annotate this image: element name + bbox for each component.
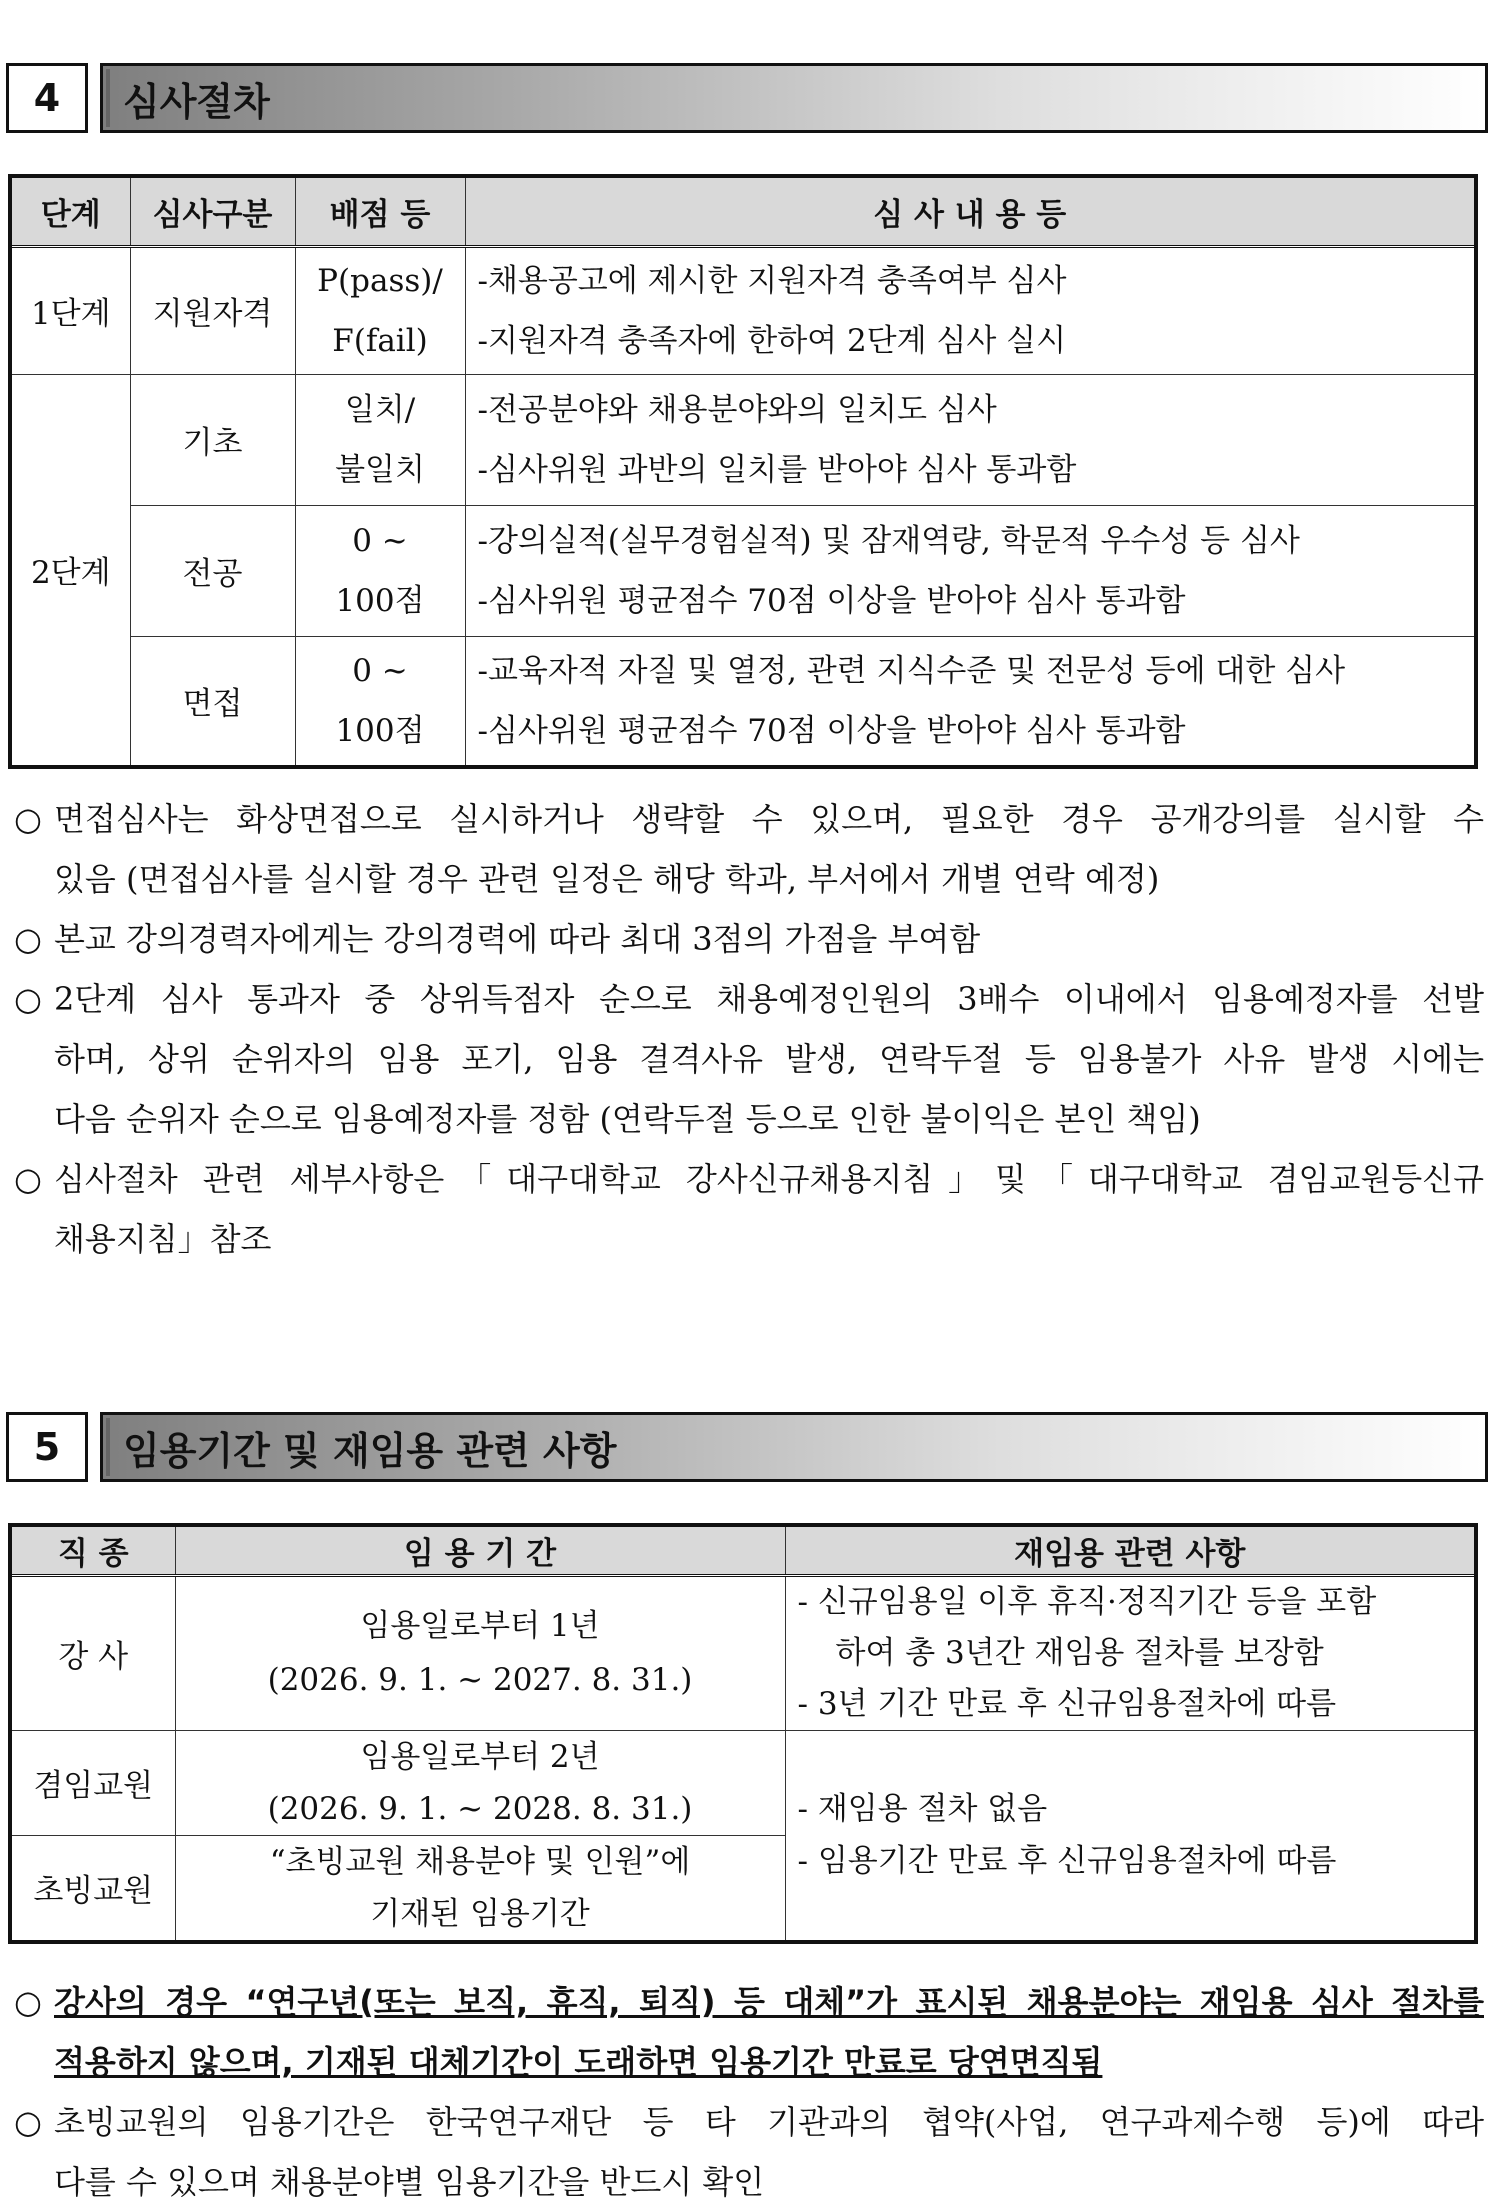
job-type-cell: 겸임교원 [10, 1730, 175, 1835]
table-row [10, 505, 1476, 636]
content-line: -지원자격 충족자에 한하여 2단계 심사 실시 [477, 322, 1067, 359]
section-4-header [6, 63, 1488, 137]
content-line: -채용공고에 제시한 지원자격 충족여부 심사 [477, 262, 1067, 299]
note-line: 있음 (면접심사를 실시할 경우 관련 일정은 해당 학과, 부서에서 개별 연락 예정) [54, 860, 1160, 898]
note-line: 심사절차 관련 세부사항은「대구대학교 강사신규채용지침」및「대구대학교 겸임교원등신규 [54, 1160, 1484, 1198]
period-line: (2026. 9. 1. ~ 2028. 8. 31.) [267, 1790, 693, 1827]
bullet-icon: ○ [14, 980, 42, 1018]
note-line: 초빙교원의 임용기간은 한국연구재단 등 타 기관과의 협약(사업, 연구과제수행 등)에 따라 [54, 2103, 1484, 2141]
period-line: “초빙교원 채용분야 및 인원”에 [269, 1843, 691, 1880]
category-cell: 면접 [130, 636, 295, 767]
section-5-notes [14, 1972, 1484, 2212]
bullet-icon: ○ [14, 1160, 42, 1198]
reappointment-line: 하여 총 3년간 재임용 절차를 보장함 [835, 1634, 1324, 1671]
header-period: 임 용 기 간 [175, 1525, 785, 1575]
review-procedure-table [8, 174, 1478, 769]
header-stage: 단계 [10, 176, 130, 246]
note-item [14, 909, 1484, 969]
score-line: 100점 [335, 712, 425, 749]
note-item [14, 969, 1484, 1149]
table-row [10, 636, 1476, 767]
note-line: 다음 순위자 순으로 임용예정자를 정함 (연락두절 등으로 인한 불이익은 본인 책임) [54, 1100, 1201, 1138]
period-line: (2026. 9. 1. ~ 2027. 8. 31.) [267, 1662, 693, 1698]
content-line: -강의실적(실무경험실적) 및 잠재역량, 학문적 우수성 등 심사 [477, 522, 1300, 559]
table-row [10, 374, 1476, 505]
score-line: 100점 [335, 582, 425, 619]
period-line: 임용일로부터 1년 [360, 1608, 600, 1644]
score-line: 0 ~ [352, 652, 408, 689]
note-line: 강사의 경우 “연구년(또는 보직, 휴직, 퇴직) 등 대체”가 표시된 채용분야는 재임용 심사 절차를 [54, 1983, 1484, 2021]
section-4-notes [14, 789, 1484, 1269]
header-score: 배점 등 [295, 176, 465, 246]
content-cell [465, 505, 1476, 636]
score-cell [295, 505, 465, 636]
appointment-period-table [8, 1523, 1478, 1944]
score-cell [295, 636, 465, 767]
score-line: 불일치 [335, 451, 425, 488]
job-type-cell: 초빙교원 [10, 1835, 175, 1942]
note-line: 하며, 상위 순위자의 임용 포기, 임용 결격사유 발생, 연락두절 등 임용불가 사유 발생 시에는 [54, 1040, 1484, 1078]
note-line: 본교 강의경력자에게는 강의경력에 따라 최대 3점의 가점을 부여함 [54, 920, 981, 958]
bullet-icon: ○ [14, 2103, 42, 2141]
reappointment-line: - 재임용 절차 없음 [797, 1791, 1048, 1827]
score-line: P(pass)/ [317, 262, 443, 299]
score-line: F(fail) [332, 322, 428, 359]
note-item [14, 1972, 1484, 2092]
content-line: -심사위원 평균점수 70점 이상을 받아야 심사 통과함 [477, 712, 1186, 749]
period-cell [175, 1575, 785, 1730]
content-line: -전공분야와 채용분야와의 일치도 심사 [477, 391, 997, 428]
bullet-icon: ○ [14, 920, 42, 958]
content-cell [465, 246, 1476, 374]
score-line: 0 ~ [352, 522, 408, 559]
period-line: 임용일로부터 2년 [360, 1738, 600, 1775]
score-cell [295, 374, 465, 505]
period-cell [175, 1835, 785, 1942]
note-line: 적용하지 않으며, 기재된 대체기간이 도래하면 임용기간 만료로 당연면직됨 [54, 2043, 1103, 2081]
header-content: 심 사 내 용 등 [465, 176, 1476, 246]
content-cell [465, 374, 1476, 505]
table-row [10, 1575, 1476, 1730]
note-item [14, 2092, 1484, 2212]
header-reappointment: 재임용 관련 사항 [785, 1525, 1476, 1575]
content-line: -심사위원 평균점수 70점 이상을 받아야 심사 통과함 [477, 582, 1186, 619]
bullet-icon: ○ [14, 1983, 42, 2021]
reappointment-cell [785, 1730, 1476, 1942]
note-line: 2단계 심사 통과자 중 상위득점자 순으로 채용예정인원의 3배수 이내에서 임용예정자를 선발 [54, 980, 1484, 1018]
category-cell: 지원자격 [130, 246, 295, 374]
content-line: -교육자적 자질 및 열정, 관련 지식수준 및 전문성 등에 대한 심사 [477, 652, 1346, 689]
period-cell [175, 1730, 785, 1835]
content-line: -심사위원 과반의 일치를 받아야 심사 통과함 [477, 451, 1077, 488]
stage-cell: 2단계 [10, 374, 130, 767]
score-cell [295, 246, 465, 374]
score-line: 일치/ [344, 391, 416, 428]
section-title: 심사절차 [100, 63, 1488, 133]
period-line: 기재된 임용기간 [370, 1895, 590, 1932]
note-line: 채용지침」참조 [54, 1220, 272, 1258]
job-type-cell: 강 사 [10, 1575, 175, 1730]
stage-cell: 1단계 [10, 246, 130, 374]
section-5-header [6, 1412, 1488, 1486]
note-item [14, 789, 1484, 909]
reappointment-line: - 임용기간 만료 후 신규임용절차에 따름 [797, 1843, 1337, 1879]
reappointment-line: - 신규임용일 이후 휴직·정직기간 등을 포함 [797, 1583, 1377, 1620]
table-row [10, 1730, 1476, 1835]
reappointment-line: - 3년 기간 만료 후 신규임용절차에 따름 [797, 1685, 1337, 1722]
category-cell: 기초 [130, 374, 295, 505]
header-job-type: 직 종 [10, 1525, 175, 1575]
category-cell: 전공 [130, 505, 295, 636]
section-number: 5 [6, 1412, 88, 1482]
section-number: 4 [6, 63, 88, 133]
table-header-row [10, 1525, 1476, 1575]
table-header-row [10, 176, 1476, 246]
note-line: 다를 수 있으며 채용분야별 임용기간을 반드시 확인 [54, 2163, 765, 2201]
table-row [10, 246, 1476, 374]
header-category: 심사구분 [130, 176, 295, 246]
section-title: 임용기간 및 재임용 관련 사항 [100, 1412, 1488, 1482]
note-item [14, 1149, 1484, 1269]
bullet-icon: ○ [14, 800, 42, 838]
content-cell [465, 636, 1476, 767]
reappointment-cell [785, 1575, 1476, 1730]
note-line: 면접심사는 화상면접으로 실시하거나 생략할 수 있으며, 필요한 경우 공개강의를 실시할 수 [54, 800, 1484, 838]
